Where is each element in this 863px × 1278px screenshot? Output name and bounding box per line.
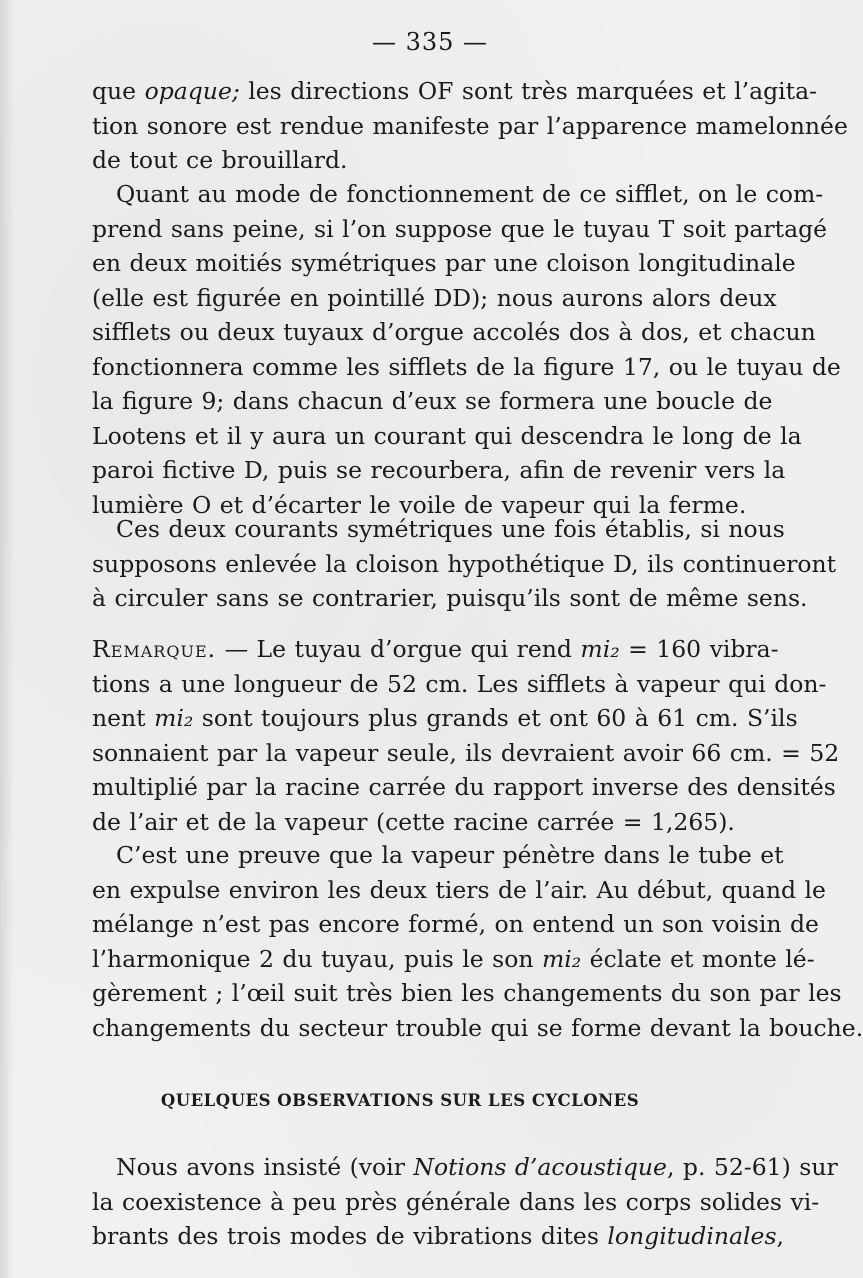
text-line: que opaque; les directions OF sont très marquées et l’agita-: [92, 77, 818, 105]
text-line: à circuler sans se contrarier, puisqu’ils sont de même sens.: [92, 584, 808, 612]
page-number: — 335 —: [371, 28, 489, 56]
text-line: fonctionnera comme les sifflets de la figure 17, ou le tuyau de: [92, 352, 841, 381]
text-line: Ces deux courants symétriques une fois établis, si nous: [116, 515, 785, 543]
text-line: paroi fictive D, puis se recourbera, afin de revenir vers la: [92, 456, 786, 484]
paragraph-whistle-mechanism: [92, 177, 841, 522]
text-line: gèrement ; l’œil suit très bien les changements du son par les: [92, 979, 842, 1007]
remark-label: Remarque.: [92, 635, 217, 663]
text-line: multiplié par la racine carrée du rapport inverse des densités: [92, 773, 836, 801]
text-line: lumière O et d’écarter le voile de vapeur qui la ferme.: [92, 490, 747, 519]
text-line: sifflets ou deux tuyaux d’orgue accolés dos à dos, et chacun: [92, 318, 816, 346]
text-line: mélange n’est pas encore formé, on entend un son voisin de: [92, 910, 819, 938]
paragraph-vapour-proof: [92, 838, 863, 1045]
paragraph-remark: [92, 632, 840, 839]
text-line: C’est une preuve que la vapeur pénètre dans le tube et: [116, 841, 784, 869]
text-line: la coexistence à peu près générale dans les corps solides vi-: [92, 1187, 820, 1216]
note-mi2: mi₂: [541, 944, 582, 973]
text-line: la figure 9; dans chacun d’eux se formera une boucle de: [92, 387, 773, 415]
text-line: Quant au mode de fonctionnement de ce sifflet, on le com-: [116, 180, 824, 208]
text-line: en deux moitiés symétriques par une cloison longitudinale: [92, 249, 796, 277]
paragraph-continuation: [92, 74, 848, 178]
text-line: en expulse environ les deux tiers de l’air. Au début, quand le: [92, 875, 826, 904]
page-header: [0, 28, 800, 56]
term-longitudinales: longitudinales: [607, 1222, 777, 1250]
book-reference: Notions d’acoustique: [413, 1153, 667, 1181]
text-line: brants des trois modes de vibrations dites longitudinales,: [92, 1222, 784, 1250]
text-line: nent mi₂ sont toujours plus grands et ont 60 à 61 cm. S’ils: [92, 704, 798, 732]
text-line: de l’air et de la vapeur (cette racine carrée = 1,265).: [92, 807, 735, 836]
section-title: QUELQUES OBSERVATIONS SUR LES CYCLONES: [160, 1091, 640, 1110]
text-line: tion sonore est rendue manifeste par l’apparence mamelonnée: [92, 111, 848, 140]
text-line: de tout ce brouillard.: [92, 146, 348, 174]
paragraph-cyclones-intro: [92, 1150, 838, 1254]
text-line: tions a une longueur de 52 cm. Les sifflets à vapeur qui don-: [92, 669, 827, 698]
paragraph-symmetric-currents: [92, 512, 837, 616]
text-line: Nous avons insisté (voir Notions d’acoustique, p. 52-61) sur: [116, 1153, 838, 1181]
page-gutter-shadow: [0, 0, 14, 1278]
note-mi2: mi₂: [580, 635, 620, 663]
text-line: changements du secteur trouble qui se forme devant la bouche.: [92, 1013, 863, 1042]
text-line: l’harmonique 2 du tuyau, puis le son mi₂ éclate et monte lé-: [92, 944, 815, 973]
text-line: prend sans peine, si l’on suppose que le tuyau T soit partagé: [92, 214, 828, 243]
text-line: (elle est figurée en pointillé DD); nous aurons alors deux: [92, 283, 777, 312]
text-line: supposons enlevée la cloison hypothétique D, ils continueront: [92, 549, 837, 578]
text-line: Lootens et il y aura un courant qui descendra le long de la: [92, 421, 802, 450]
text-line: Remarque. — Le tuyau d’orgue qui rend mi₂ = 160 vibra-: [92, 635, 779, 663]
note-mi2: mi₂: [154, 704, 194, 732]
text-line: sonnaient par la vapeur seule, ils devraient avoir 66 cm. = 52: [92, 738, 840, 767]
